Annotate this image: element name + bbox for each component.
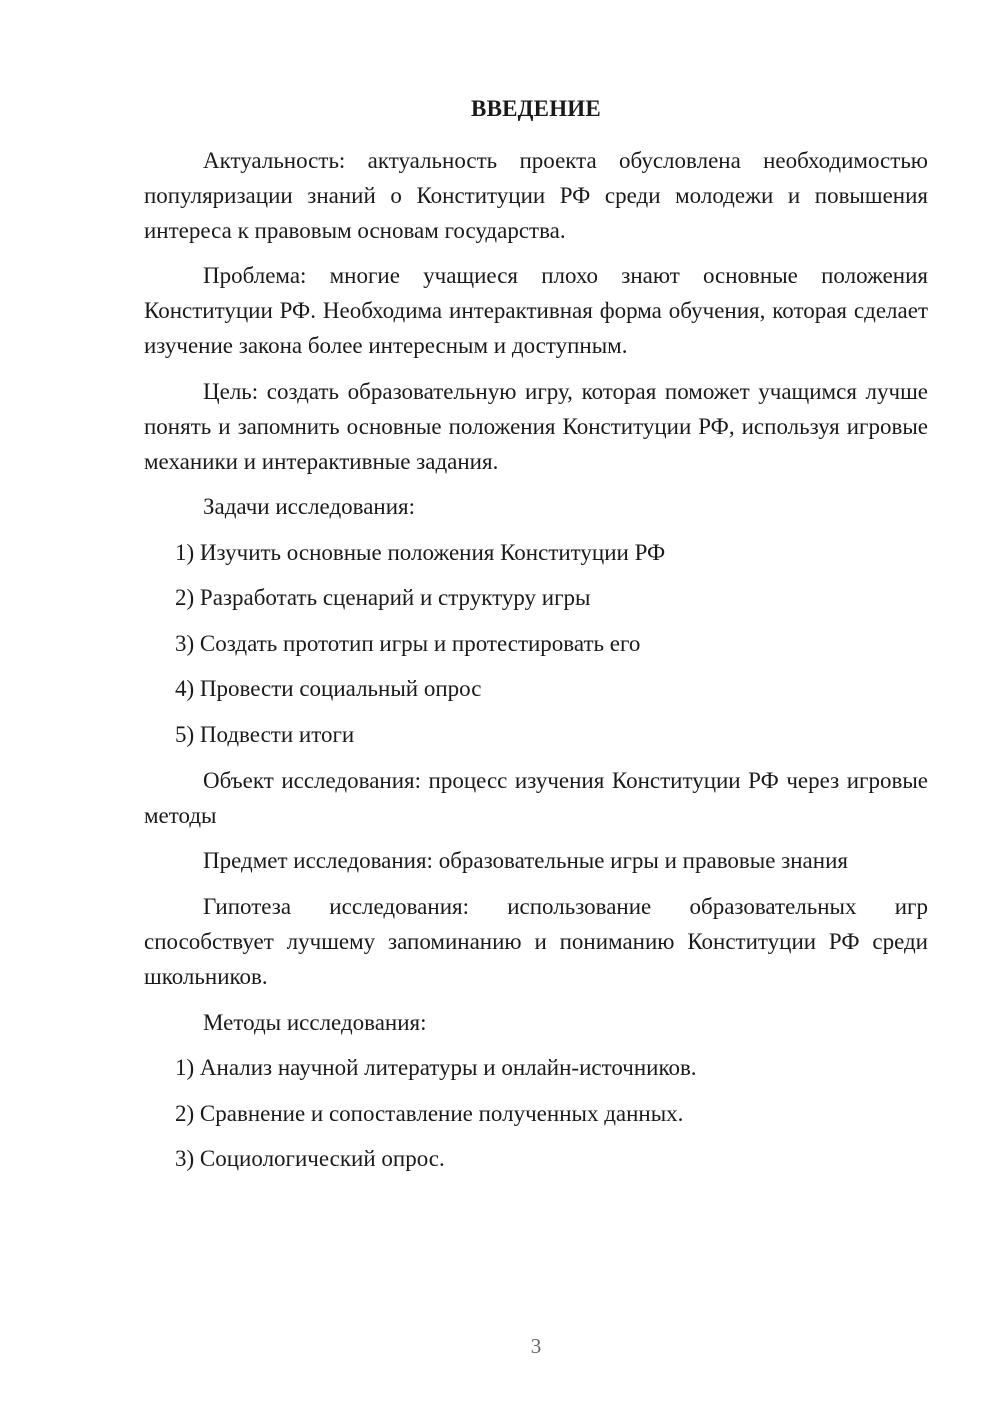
page-title: ВВЕДЕНИЕ <box>471 96 601 121</box>
method-item: 1) Анализ научной литературы и онлайн-источников. <box>175 1055 697 1080</box>
task-item: 2) Разработать сценарий и структуру игры <box>175 585 591 610</box>
method-item: 3) Социологический опрос. <box>175 1146 445 1171</box>
relevance-paragraph: Актуальность: актуальность проекта обусловлена необходимостью популяризации знаний о Конституции РФ среди молодежи и повышения интереса к правовым основам государства. <box>144 148 928 243</box>
object-paragraph: Объект исследования: процесс изучения Конституции РФ через игровые методы <box>144 768 928 828</box>
goal-paragraph: Цель: создать образовательную игру, которая поможет учащимся лучше понять и запомнить основные положения Конституции РФ, используя игровые механики и интерактивные задания. <box>144 379 928 474</box>
hypothesis-paragraph: Гипотеза исследования: использование образовательных игр способствует лучшему запоминанию и пониманию Конституции РФ среди школьников. <box>144 894 928 989</box>
task-item: 5) Подвести итоги <box>175 722 355 747</box>
task-item: 4) Провести социальный опрос <box>175 676 482 701</box>
page-number: 3 <box>530 1334 542 1358</box>
methods-heading: Методы исследования: <box>203 1010 427 1035</box>
subject-paragraph: Предмет исследования: образовательные игры и правовые знания <box>203 848 848 873</box>
method-item: 2) Сравнение и сопоставление полученных данных. <box>175 1101 684 1126</box>
problem-paragraph: Проблема: многие учащиеся плохо знают основные положения Конституции РФ. Необходима интерактивная форма обучения, которая сделает изучение закона более интересным и доступным. <box>144 263 928 358</box>
task-item: 1) Изучить основные положения Конституции РФ <box>175 540 666 565</box>
tasks-heading: Задачи исследования: <box>203 494 416 519</box>
task-item: 3) Создать прототип игры и протестировать его <box>175 631 641 656</box>
